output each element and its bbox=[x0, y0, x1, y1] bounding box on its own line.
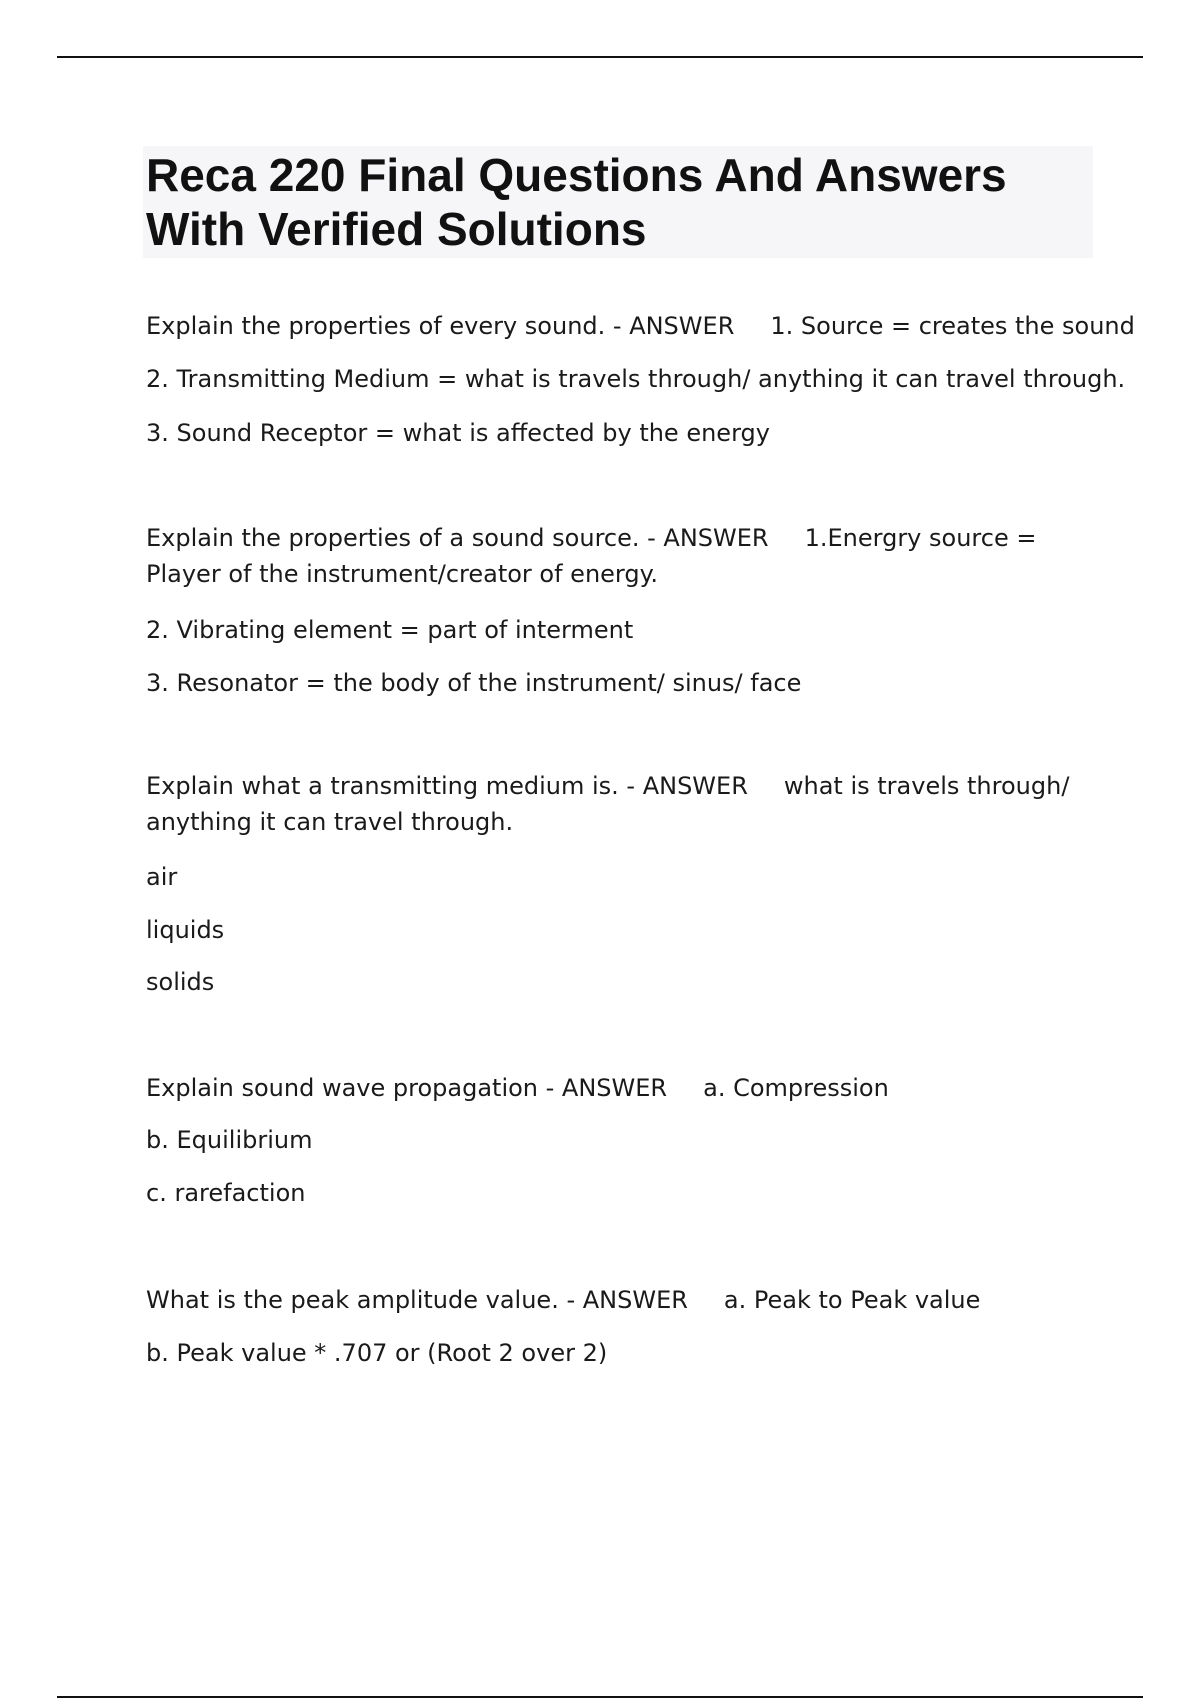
qa-5-question: What is the peak amplitude value. - ANSWER bbox=[146, 1286, 688, 1314]
qa-4-question: Explain sound wave propagation - ANSWER bbox=[146, 1074, 668, 1102]
qa-2-answer-line: 2. Vibrating element = part of interment bbox=[146, 616, 634, 644]
qa-1-question: Explain the properties of every sound. - ANSWER bbox=[146, 312, 735, 340]
footer-rule bbox=[57, 1696, 1143, 1698]
qa-item-1-line-1 bbox=[146, 308, 1135, 344]
qa-2-question: Explain the properties of a sound source. - ANSWER bbox=[146, 524, 769, 552]
qa-item-3-paragraph bbox=[146, 768, 1086, 840]
qa-3-answer-line: solids bbox=[146, 968, 215, 996]
document-title: Reca 220 Final Questions And Answers With Verified Solutions bbox=[146, 149, 1007, 255]
qa-3-answer-line: liquids bbox=[146, 916, 225, 944]
qa-3-answer-first: what is travels through/ anything it can travel through. bbox=[146, 772, 1070, 836]
qa-2-answer-first: 1.Energry source = Player of the instrument/creator of energy. bbox=[146, 524, 1037, 588]
qa-item-2-paragraph bbox=[146, 520, 1086, 592]
qa-1-answer-first: 1. Source = creates the sound bbox=[770, 312, 1135, 340]
qa-item-5-line-1 bbox=[146, 1282, 980, 1318]
qa-item-4-line-1 bbox=[146, 1070, 889, 1106]
qa-3-answer-line: air bbox=[146, 863, 178, 891]
qa-5-answer-first: a. Peak to Peak value bbox=[723, 1286, 981, 1314]
qa-1-answer-line: 3. Sound Receptor = what is affected by the energy bbox=[146, 419, 770, 447]
qa-5-answer-line: b. Peak value * .707 or (Root 2 over 2) bbox=[146, 1339, 608, 1367]
qa-4-answer-first: a. Compression bbox=[703, 1074, 889, 1102]
qa-3-question: Explain what a transmitting medium is. - ANSWER bbox=[146, 772, 748, 800]
qa-4-answer-line: b. Equilibrium bbox=[146, 1126, 313, 1154]
qa-4-answer-line: c. rarefaction bbox=[146, 1179, 306, 1207]
qa-1-answer-line: 2. Transmitting Medium = what is travels through/ anything it can travel through. bbox=[146, 365, 1126, 393]
qa-2-answer-line: 3. Resonator = the body of the instrument/ sinus/ face bbox=[146, 669, 802, 697]
header-rule bbox=[57, 56, 1143, 58]
